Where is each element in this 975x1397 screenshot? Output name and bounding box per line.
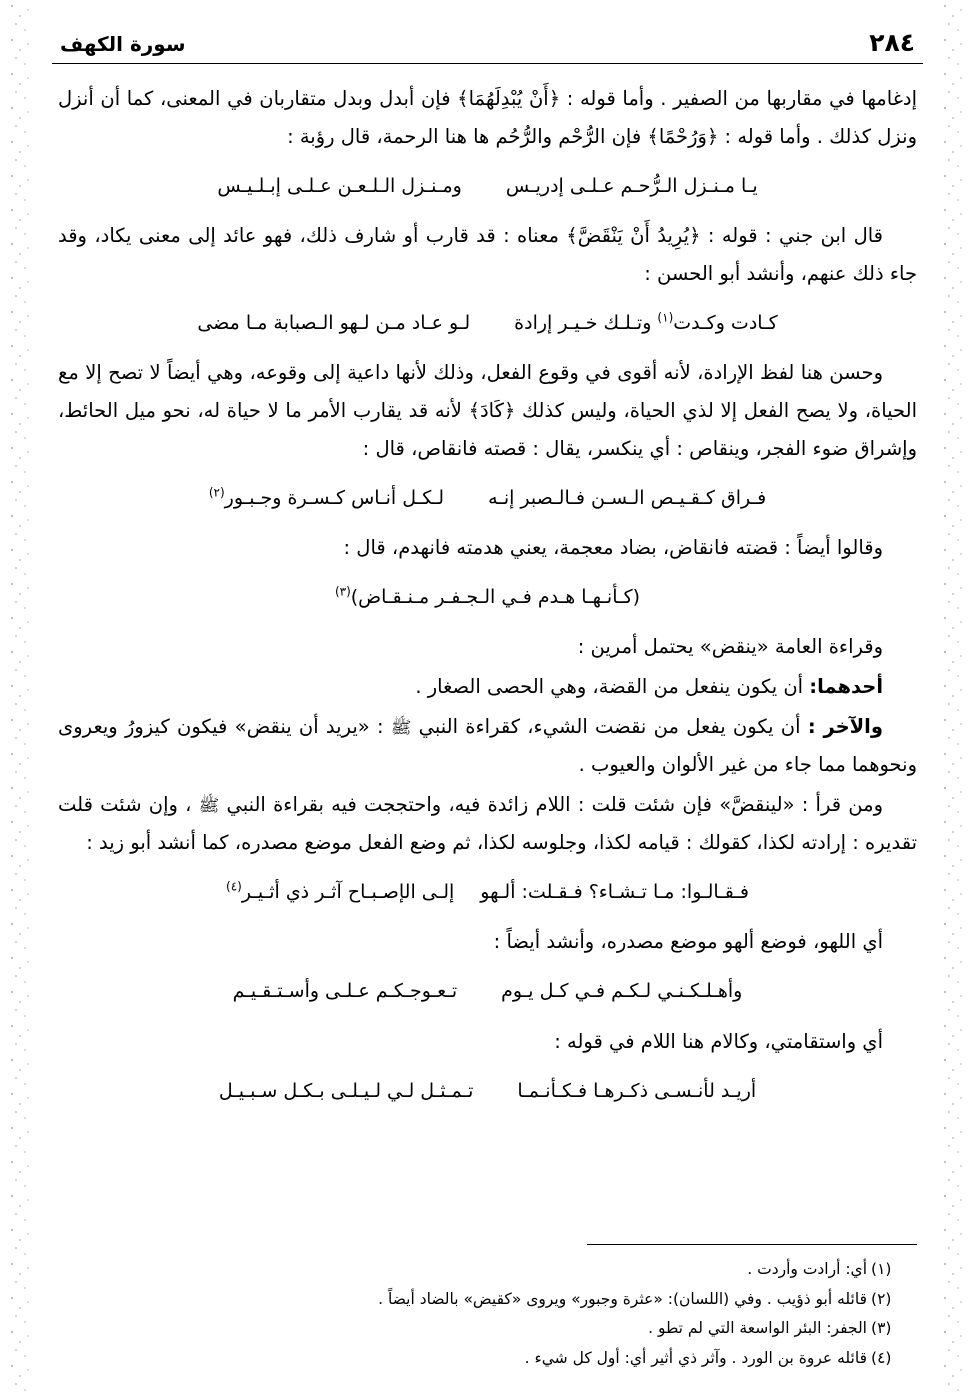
footnote-item [58,1255,917,1284]
footnote-text: أي: أرادت وأردت . [747,1260,867,1279]
verse-line-7 [58,1073,917,1110]
verse-hemistich [514,305,778,342]
footnote-marker-4: (٤) [226,880,242,895]
footnote-number: (٢) [871,1289,892,1308]
paragraph-6-label: أحدهما: [809,675,883,699]
verse-text: كـادت وكـدت [673,312,778,335]
paragraph-7-text-a: أن يكون يفعل من نقضت الشيء، كقراءة النبي [411,715,808,739]
footnote-item [58,1344,917,1373]
footnote-divider [587,1244,917,1245]
verse-hemistich: تـمـثـل لـي لـيـلـى بـكـل سـبـيـل [218,1079,474,1102]
footnote-text: قائله أبو ذؤيب . وفي (اللسان): «عثرة وجبور» ويروى «كقيض» بالضاد أيضاً . [378,1289,867,1308]
footnote-text: الجفر: البئر الواسعة التي لم تطو . [648,1319,867,1338]
paragraph-9: أي اللهو، فوضع ألهو موضع مصدره، وأنشد أيضاً : [493,930,883,954]
footnote-item [58,1314,917,1343]
header-divider [52,63,923,64]
paragraph-6 [58,668,917,706]
footnote-item [58,1285,917,1314]
verse-hemistich: تـعـوجـكـم عـلـى وأسـتـقـيـم [232,980,458,1003]
verse-hemistich: لـو عـاد مـن لـهو الـصبابة مـا مضى [197,312,471,335]
footnote-number: (١) [871,1260,892,1279]
verse-hemistich [209,480,444,517]
paragraph-7 [58,708,917,784]
verse-line-4 [58,579,917,616]
verse-hemistich: ومـنـزل الـلـعـن عـلـى إبـلـيـس [217,175,462,198]
paragraph-7-label: والآخر : [807,715,883,739]
verse-text-cont: وتـلـك خـيـر إرادة [514,312,658,335]
paragraph-5: وقراءة العامة «ينقض» يحتمل أمرين : [577,635,883,659]
verse-text: لـكـل أنـاس كـسـرة وجـبـور [224,487,445,510]
footnote-marker-1: (١) [657,310,674,325]
verse-line-5 [58,874,917,911]
paragraph-8-text-a: ومن قرأ : «لينقضَّ» فإن شئت قلت : اللام زائدة فيه، واحتججت فيه بقراءة النبي [219,793,883,817]
verse-line-3 [58,480,917,517]
page-header [52,28,923,63]
page-content [52,28,923,1379]
paragraph-7-text-b: : «يريد أن ينقض» فيكون كيزورُ ويعروى ونحوهما مما جاء من غير الألوان والعيوب . [58,715,917,777]
paragraph-1: إدغامها في مقاربها من الصفير . وأما قوله : ﴿أَنْ يُبْدِلَهُمَا﴾ فإن أبدل وبدل متقاربان في المعنى، كما أن أنزل ونزل كذلك . وأما قوله : ﴿وَرُحْمًا﴾ فإن الرُّحْم والرُّحُم ها هنا الرحمة، قال رؤبة : [58,87,917,149]
paragraph-4: وقالوا أيضاً : قضته فانقاض، بضاد معجمة، يعني هدمته فانهدم، قال : [343,536,883,560]
verse-hemistich: فـراق كـقـيـص الـسـن فـالـصبر إنـه [488,487,767,510]
paragraph-6-text: أن يكون ينفعل من القضة، وهي الحصى الصغار . [415,675,810,699]
verse-hemistich: يـا مـنـزل الـرُّحـم عـلـى إدريـس [505,175,758,198]
paragraph-3: وحسن هنا لفظ الإرادة، لأنه أقوى في وقوع الفعل، وذلك لأنها داعية إلى وقوعه، وهي أيضاً لا تصح إلا مع الحياة، ولا يصح الفعل إلا لذي الحياة، وليس كذلك ﴿كَادَ﴾ لأنه قد يقارب الأمر ما لا حياة له، نحو ميل الحائط، وإشراق ضوء الفجر، وينقاص : أي ينكسر، يقال : قصته فانقاص، قال : [58,361,917,461]
footnote-number: (٤) [871,1348,892,1367]
prophet-honorific-icon: ﷺ [198,796,220,817]
footnote-marker-2: (٢) [208,485,225,500]
verse-line-6 [58,973,917,1010]
page-edge-decoration-left [8,0,34,1397]
paragraph-8-text-b: ، وإن شئت قلت تقديره : إرادته لكذا، كقولك : قيامه لكذا، وجلوسه لكذا، ثم وضع الفعل موضع مصدره، كما أنشد أبو زيد : [58,793,917,855]
footnote-number: (٣) [871,1319,892,1338]
footnote-text: قائله عروة بن الورد . وآثر ذي أثير أي: أول كل شيء . [524,1348,867,1367]
paragraph-8 [58,786,917,862]
page-edge-decoration-right [941,0,967,1397]
footnotes-section [58,1244,917,1373]
verse-hemistich: وأهـلـكـنـي لـكـم فـي كـل يـوم [501,980,743,1003]
surah-title: سورة الكهف [60,32,186,56]
prophet-honorific-icon: ﷺ [390,718,412,739]
verse-hemistich [226,874,454,911]
paragraph-10: أي واستقامتي، وكالام هنا اللام في قوله : [554,1029,883,1053]
main-text-body [52,80,923,1110]
verse-line-1 [58,168,917,205]
verse-text: (كـأنـهـا هـدم فـي الـجـفـر مـنـقـاض) [350,586,641,609]
verse-text: إلـى الإصـبـاح آثـر ذي أثـيـر [241,881,455,904]
footnote-marker-3: (٣) [334,584,351,599]
verse-hemistich: فـقـالـوا: مـا تـشـاء؟ فـقـلت: ألـهو [480,881,749,904]
paragraph-2: قال ابن جني : قوله : ﴿يُرِيدُ أَنْ يَنْقَضَّ﴾ معناه : قد قارب أو شارف ذلك، فهو عائد إلى معنى يكاد، وقد جاء ذلك عنهم، وأنشد أبو الحسن : [58,224,917,286]
verse-hemistich: أريـد لأنـسـى ذكـرهـا فـكـأنـمـا [517,1079,757,1102]
page-number: ٢٨٤ [869,28,915,57]
verse-line-2 [58,305,917,342]
